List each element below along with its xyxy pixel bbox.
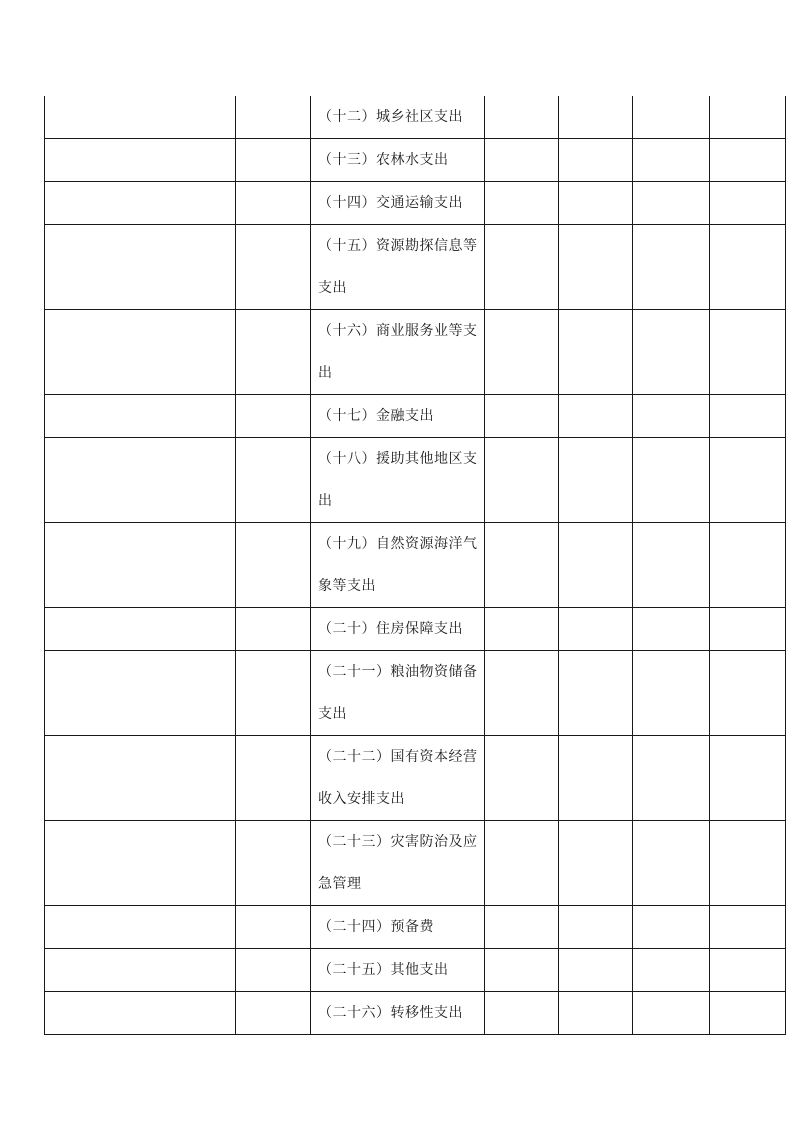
empty-cell xyxy=(559,651,633,736)
empty-cell xyxy=(485,182,559,225)
empty-cell xyxy=(559,310,633,395)
empty-cell xyxy=(485,139,559,182)
empty-cell xyxy=(633,438,710,523)
table-row xyxy=(45,608,786,651)
expenditure-item-cell xyxy=(311,949,485,992)
empty-cell xyxy=(559,523,633,608)
empty-cell xyxy=(710,96,786,139)
empty-cell xyxy=(485,736,559,821)
expenditure-item-label: （二十一）粮油物资储备支出 xyxy=(318,664,478,722)
empty-cell xyxy=(236,225,311,310)
empty-cell xyxy=(236,395,311,438)
empty-cell xyxy=(45,821,236,906)
table-row xyxy=(45,821,786,906)
empty-cell xyxy=(710,139,786,182)
empty-cell xyxy=(485,225,559,310)
expenditure-item-cell xyxy=(311,438,485,523)
empty-cell xyxy=(633,651,710,736)
empty-cell xyxy=(236,182,311,225)
empty-cell xyxy=(45,906,236,949)
empty-cell xyxy=(710,225,786,310)
empty-cell xyxy=(236,96,311,139)
empty-cell xyxy=(236,906,311,949)
expenditure-item-label: （十七）金融支出 xyxy=(318,408,434,424)
empty-cell xyxy=(633,395,710,438)
expenditure-item-label: （二十五）其他支出 xyxy=(318,962,449,978)
empty-cell xyxy=(45,608,236,651)
empty-cell xyxy=(710,438,786,523)
table-row xyxy=(45,182,786,225)
expenditure-item-cell xyxy=(311,651,485,736)
expenditure-item-label: （十二）城乡社区支出 xyxy=(318,109,463,125)
empty-cell xyxy=(45,225,236,310)
expenditure-item-cell xyxy=(311,310,485,395)
empty-cell xyxy=(485,523,559,608)
expenditure-item-cell xyxy=(311,523,485,608)
empty-cell xyxy=(45,736,236,821)
empty-cell xyxy=(236,139,311,182)
empty-cell xyxy=(710,821,786,906)
expenditure-item-label: （十五）资源勘探信息等支出 xyxy=(318,238,478,296)
table-row xyxy=(45,139,786,182)
expenditure-item-cell xyxy=(311,225,485,310)
empty-cell xyxy=(633,906,710,949)
table-row xyxy=(45,395,786,438)
empty-cell xyxy=(710,182,786,225)
empty-cell xyxy=(633,310,710,395)
empty-cell xyxy=(45,139,236,182)
table-row xyxy=(45,310,786,395)
table-row xyxy=(45,96,786,139)
expenditure-item-label: （十四）交通运输支出 xyxy=(318,195,463,211)
empty-cell xyxy=(559,821,633,906)
expenditure-item-label: （二十四）预备费 xyxy=(318,919,434,935)
empty-cell xyxy=(485,608,559,651)
empty-cell xyxy=(633,225,710,310)
empty-cell xyxy=(45,395,236,438)
empty-cell xyxy=(633,736,710,821)
budget-table xyxy=(44,96,786,1035)
empty-cell xyxy=(559,438,633,523)
table-row xyxy=(45,651,786,736)
empty-cell xyxy=(710,395,786,438)
empty-cell xyxy=(485,651,559,736)
empty-cell xyxy=(236,821,311,906)
empty-cell xyxy=(633,608,710,651)
empty-cell xyxy=(559,949,633,992)
empty-cell xyxy=(710,736,786,821)
empty-cell xyxy=(559,395,633,438)
empty-cell xyxy=(236,438,311,523)
empty-cell xyxy=(633,992,710,1035)
empty-cell xyxy=(633,523,710,608)
empty-cell xyxy=(45,182,236,225)
expenditure-item-cell xyxy=(311,821,485,906)
empty-cell xyxy=(236,651,311,736)
empty-cell xyxy=(45,438,236,523)
empty-cell xyxy=(559,736,633,821)
table-row xyxy=(45,438,786,523)
empty-cell xyxy=(485,949,559,992)
expenditure-item-label: （十八）援助其他地区支出 xyxy=(318,451,478,509)
empty-cell xyxy=(559,225,633,310)
expenditure-item-label: （十九）自然资源海洋气象等支出 xyxy=(318,536,478,594)
expenditure-item-label: （十六）商业服务业等支出 xyxy=(318,323,478,381)
expenditure-item-cell xyxy=(311,906,485,949)
empty-cell xyxy=(633,821,710,906)
empty-cell xyxy=(710,608,786,651)
empty-cell xyxy=(710,310,786,395)
empty-cell xyxy=(710,651,786,736)
empty-cell xyxy=(485,821,559,906)
empty-cell xyxy=(485,438,559,523)
empty-cell xyxy=(236,523,311,608)
expenditure-item-cell xyxy=(311,608,485,651)
empty-cell xyxy=(45,992,236,1035)
empty-cell xyxy=(236,736,311,821)
expenditure-item-cell xyxy=(311,139,485,182)
table-row xyxy=(45,225,786,310)
expenditure-item-cell xyxy=(311,736,485,821)
empty-cell xyxy=(45,651,236,736)
table-row xyxy=(45,736,786,821)
expenditure-item-label: （二十二）国有资本经营收入安排支出 xyxy=(318,749,478,807)
expenditure-item-label: （二十六）转移性支出 xyxy=(318,1005,463,1021)
empty-cell xyxy=(236,310,311,395)
empty-cell xyxy=(559,96,633,139)
table-row xyxy=(45,949,786,992)
empty-cell xyxy=(633,139,710,182)
empty-cell xyxy=(559,139,633,182)
empty-cell xyxy=(236,949,311,992)
expenditure-item-label: （二十三）灾害防治及应急管理 xyxy=(318,834,478,892)
table-row xyxy=(45,992,786,1035)
empty-cell xyxy=(710,906,786,949)
empty-cell xyxy=(559,608,633,651)
table-row xyxy=(45,906,786,949)
empty-cell xyxy=(236,992,311,1035)
empty-cell xyxy=(559,182,633,225)
expenditure-item-label: （二十）住房保障支出 xyxy=(318,621,463,637)
empty-cell xyxy=(45,96,236,139)
empty-cell xyxy=(485,96,559,139)
expenditure-item-cell xyxy=(311,395,485,438)
empty-cell xyxy=(45,949,236,992)
empty-cell xyxy=(45,310,236,395)
empty-cell xyxy=(559,906,633,949)
expenditure-item-cell xyxy=(311,992,485,1035)
empty-cell xyxy=(710,949,786,992)
empty-cell xyxy=(45,523,236,608)
empty-cell xyxy=(710,523,786,608)
empty-cell xyxy=(485,395,559,438)
empty-cell xyxy=(633,96,710,139)
empty-cell xyxy=(559,992,633,1035)
empty-cell xyxy=(633,182,710,225)
empty-cell xyxy=(485,310,559,395)
empty-cell xyxy=(710,992,786,1035)
expenditure-item-label: （十三）农林水支出 xyxy=(318,152,449,168)
expenditure-item-cell xyxy=(311,182,485,225)
empty-cell xyxy=(633,949,710,992)
table-row xyxy=(45,523,786,608)
empty-cell xyxy=(236,608,311,651)
empty-cell xyxy=(485,992,559,1035)
empty-cell xyxy=(485,906,559,949)
table-body xyxy=(45,96,786,1035)
expenditure-item-cell xyxy=(311,96,485,139)
